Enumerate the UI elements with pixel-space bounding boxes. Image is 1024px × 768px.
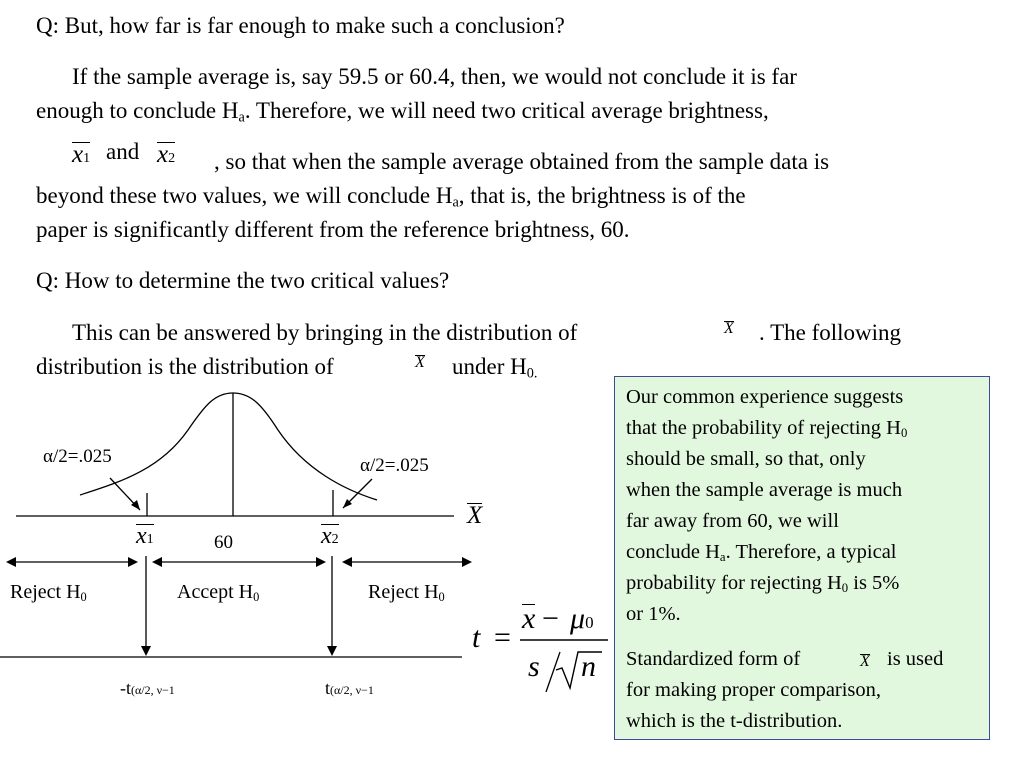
paragraph1-line5: paper is significantly different from the reference brightness, 60. — [36, 217, 630, 242]
formula-s: s — [528, 650, 540, 683]
alpha-right-label: α/2=.025 — [360, 455, 429, 476]
formula-xbar: x — [522, 602, 536, 635]
box-line-3: should be small, so that, only — [626, 448, 866, 470]
xbar-symbol-inline-2: X — [415, 354, 425, 371]
box-line-1: Our common experience suggests — [626, 386, 904, 408]
box-line-10: for making proper comparison, — [626, 679, 882, 701]
paragraph2-line1-b: . The following — [759, 320, 902, 345]
x1-bar-symbol: x1 — [72, 141, 91, 168]
x2-bar-symbol: x2 — [157, 141, 176, 168]
box-xbar-symbol: X — [860, 653, 870, 670]
alpha-left-label: α/2=.025 — [43, 446, 112, 467]
box-line-9-b: is used — [887, 648, 944, 670]
formula-mu: μ0 — [570, 602, 594, 635]
paragraph2-line2-a: distribution is the distribution of — [36, 354, 334, 379]
box-line-6: conclude $H_a$. Therefore, a typical — [626, 541, 897, 565]
accept-label: Accept $H_0$ — [177, 581, 260, 605]
question-critical-values: Q: How to determine the two critical values? — [36, 268, 450, 293]
box-line-11: which is the t-distribution. — [626, 710, 843, 732]
center-value-label: 60 — [214, 532, 233, 553]
paragraph1-line3: , so that when the sample average obtained from the sample data is — [214, 149, 830, 174]
paragraph1-line1: If the sample average is, say 59.5 or 60.4, then, we would not conclude it is far — [72, 64, 797, 89]
t-left-critical-label: -t(α/2, ν−1 — [120, 678, 175, 698]
paragraph2-line2-b: under $H_{0.}$ — [452, 354, 538, 382]
formula-n: n — [581, 650, 596, 683]
reject-left-label: Reject $H_0$ — [10, 581, 87, 605]
reject-right-label: Reject $H_0$ — [368, 581, 445, 605]
explanation-box — [614, 376, 990, 740]
formula-minus: − — [542, 602, 559, 635]
x1-critical-label: x1 — [136, 523, 154, 549]
paragraph2-line1-a: This can be answered by bringing in the distribution of — [72, 320, 578, 345]
and-word: and — [106, 139, 140, 164]
formula-t: t — [472, 621, 481, 654]
box-line-5: far away from 60, we will — [626, 510, 839, 532]
box-line-4: when the sample average is much — [626, 479, 903, 501]
x2-critical-label: x2 — [321, 523, 339, 549]
box-line-9-a: Standardized form of — [626, 648, 801, 670]
xbar-axis-label: X — [467, 502, 483, 529]
paragraph1-line2: enough to conclude $H_a$. Therefore, we will need two critical average brightness, — [36, 98, 769, 126]
formula-equals: = — [494, 621, 511, 654]
question-far-enough: Q: But, how far is far enough to make such a conclusion? — [36, 13, 565, 38]
box-line-8: or 1%. — [626, 603, 681, 625]
xbar-symbol-inline: X — [724, 320, 734, 337]
box-line-7: probability for rejecting $H_0$ is 5% — [626, 572, 900, 596]
t-right-critical-label: t(α/2, ν−1 — [325, 678, 374, 698]
box-line-2: that the probability of rejecting $H_0$ — [626, 417, 908, 441]
paragraph1-line4: beyond these two values, we will conclude $H_a$, that is, the brightness is of the — [36, 183, 746, 211]
